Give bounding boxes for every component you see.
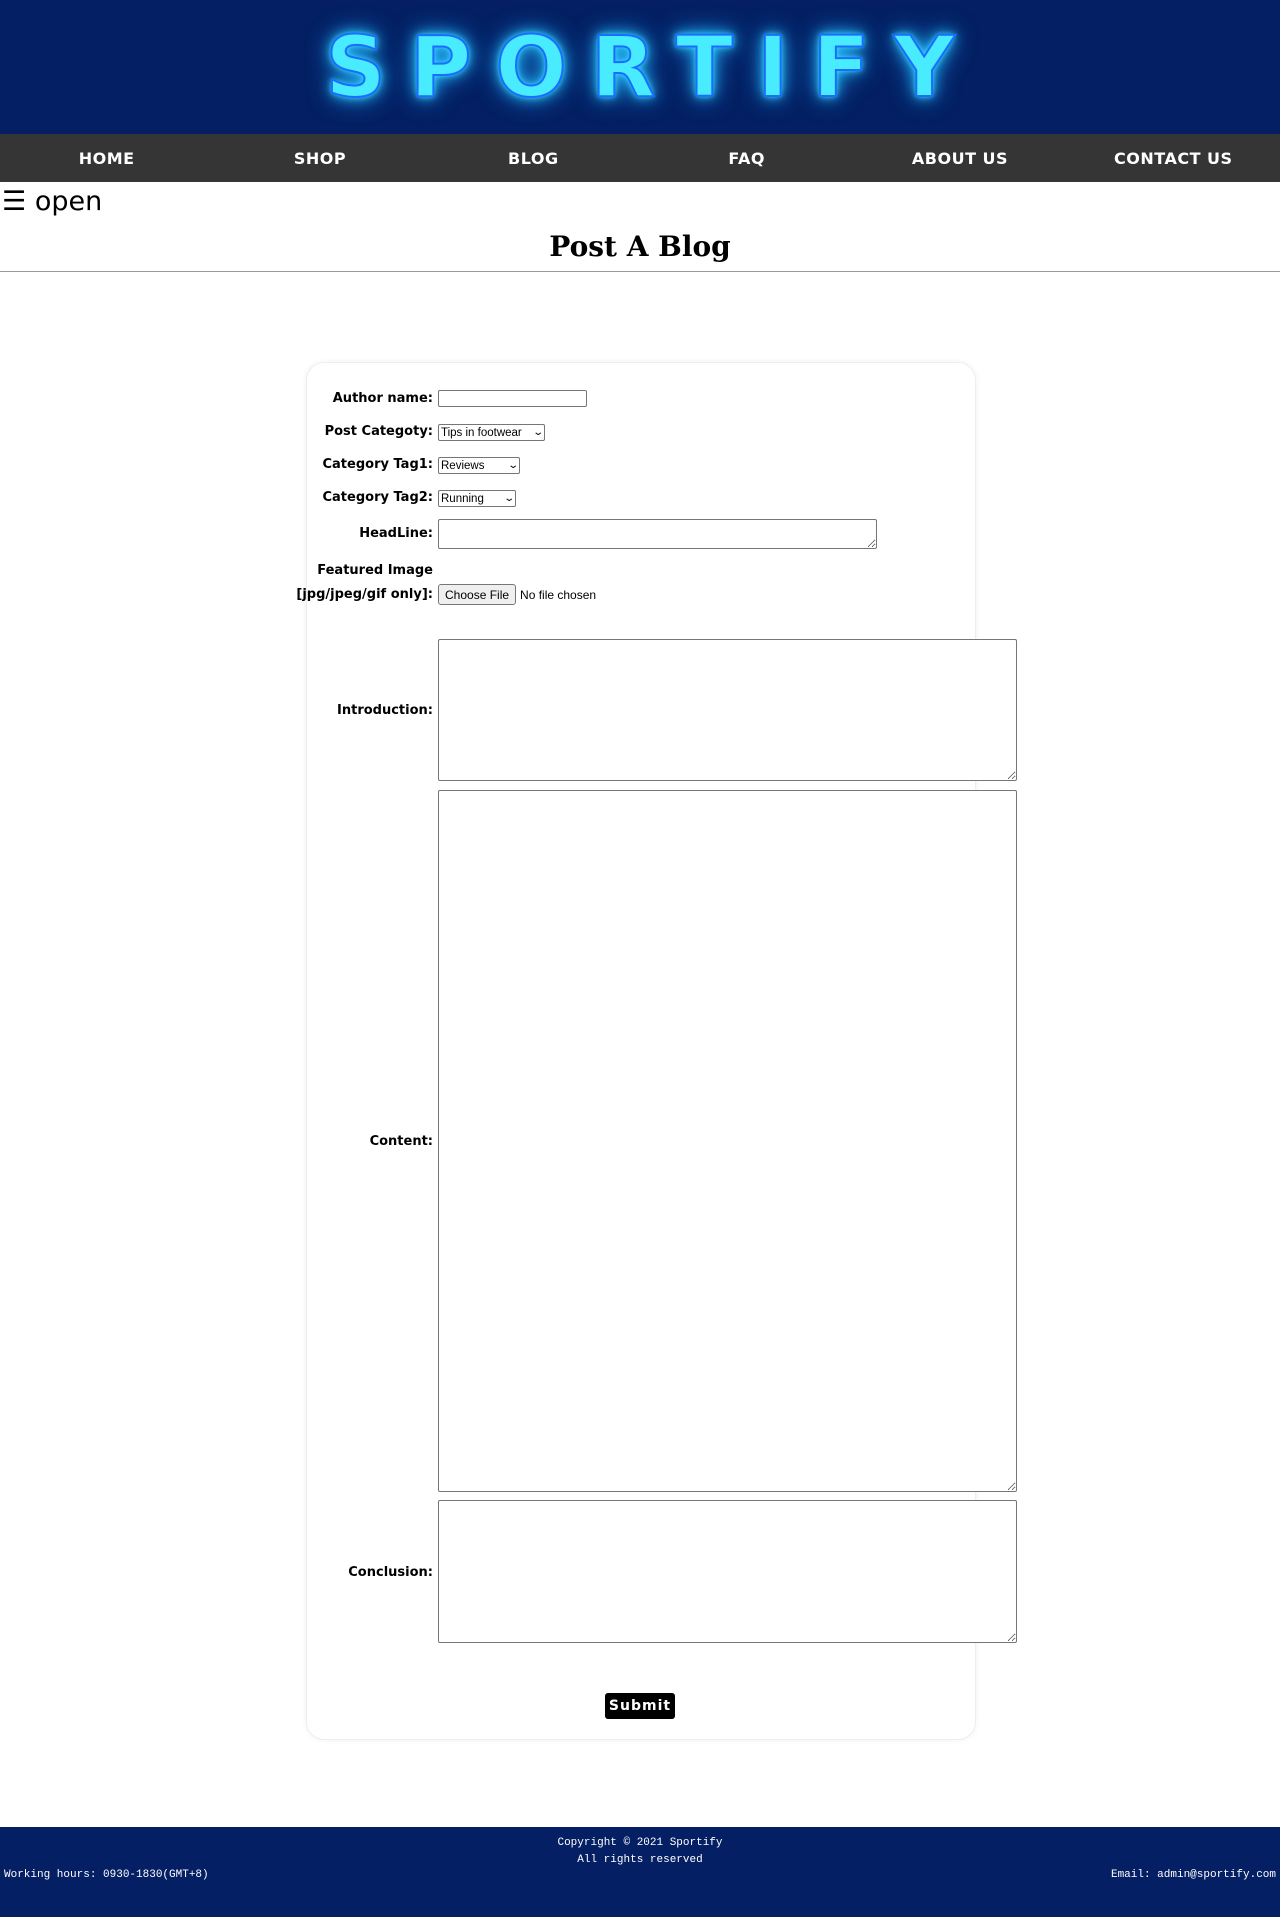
copyright-line-2: All rights reserved [577, 1854, 703, 1866]
featured-image-label: Featured Image [jpg/jpeg/gif only]: [296, 563, 433, 602]
page-title: Post A Blog [549, 230, 731, 263]
category-tag2-value: Running [441, 492, 484, 505]
site-header [0, 0, 1280, 134]
category-tag1-select[interactable] [438, 457, 520, 474]
content-label: Content: [369, 1134, 433, 1149]
introduction-textarea[interactable] [438, 639, 1017, 781]
chevron-down-icon: ⌄ [531, 427, 544, 438]
contact-email[interactable]: Email: admin@sportify.com [1110, 1869, 1276, 1881]
author-label: Author name: [332, 391, 433, 406]
nav-item-blog[interactable]: BLOG [508, 148, 559, 168]
tag1-label: Category Tag1: [322, 457, 433, 472]
menu-toggle-label: open [34, 186, 103, 217]
title-divider [0, 271, 1280, 272]
submit-button[interactable]: Submit [605, 1693, 675, 1719]
conclusion-textarea[interactable] [438, 1500, 1017, 1643]
content-textarea[interactable] [438, 790, 1017, 1492]
chevron-down-icon: ⌄ [506, 460, 519, 471]
file-status-text: No file chosen [520, 587, 597, 602]
hamburger-icon: ☰ [2, 186, 27, 217]
tag2-label: Category Tag2: [322, 490, 433, 505]
menu-open-toggle[interactable] [2, 186, 102, 217]
copyright-text [0, 1835, 1280, 1869]
featured-image-file-input[interactable] [438, 584, 596, 605]
nav-item-faq[interactable]: FAQ [728, 148, 765, 168]
site-footer [0, 1827, 1280, 1917]
working-hours: Working hours: 0930-1830(GMT+8) [4, 1869, 209, 1881]
copyright-line-1: Copyright © 2021 Sportify [557, 1837, 723, 1849]
category-label: Post Categoty: [324, 424, 433, 439]
nav-item-home[interactable]: HOME [78, 148, 135, 168]
site-logo[interactable]: SPORTIFY [325, 18, 979, 116]
nav-item-shop[interactable]: SHOP [293, 148, 347, 168]
nav-item-about-us[interactable]: ABOUT US [911, 148, 1009, 168]
category-tag2-select[interactable] [438, 490, 516, 507]
headline-label: HeadLine: [359, 526, 433, 541]
choose-file-button[interactable]: Choose File [438, 584, 516, 605]
introduction-label: Introduction: [337, 703, 433, 718]
chevron-down-icon: ⌄ [502, 493, 515, 504]
conclusion-label: Conclusion: [348, 1565, 433, 1580]
nav-item-contact-us[interactable]: CONTACT US [1114, 148, 1233, 168]
category-tag1-value: Reviews [441, 459, 485, 472]
author-name-input[interactable] [438, 390, 587, 407]
post-category-value: Tips in footwear [441, 426, 522, 439]
headline-textarea[interactable] [438, 519, 877, 549]
post-category-select[interactable] [438, 424, 545, 441]
main-nav [0, 134, 1280, 182]
